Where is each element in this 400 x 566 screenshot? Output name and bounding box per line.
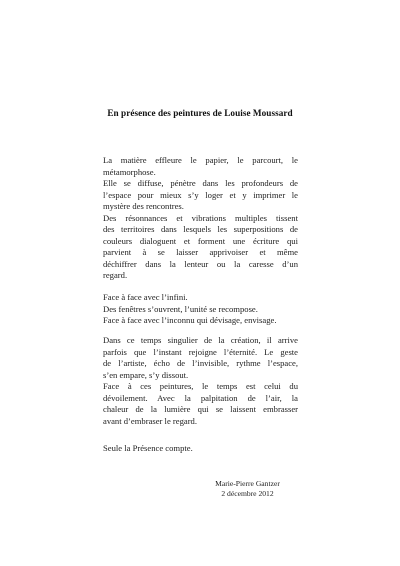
document-title: En présence des peintures de Louise Moussard xyxy=(107,108,293,118)
text-line: La matière effleure le papier, le parcourt, le xyxy=(103,155,298,165)
text-line: couleurs dialoguent et forment une écriture qui xyxy=(103,235,298,246)
text-line: Dans ce temps singulier de la création, il arrive xyxy=(103,335,298,345)
text-line: Face à face avec l’inconnu qui dévisage, envisage. xyxy=(103,315,277,325)
text-line: s’en empare, s’y dissout. xyxy=(103,369,189,380)
signature-author: Marie-Pierre Gantzer xyxy=(215,479,280,488)
paragraph-1 xyxy=(103,155,298,282)
text-line: déchiffrer dans la lenteur ou la caresse d’un xyxy=(103,258,298,269)
text-line: regard. xyxy=(103,270,128,280)
text-line: métamorphose. xyxy=(103,166,156,177)
signature-date: 2 décembre 2012 xyxy=(221,489,274,498)
text-line: parfois que l’instant rejoigne l’éternité. Le geste xyxy=(103,346,298,357)
text-line: l’espace pour mieux s’y loger et y imprimer le xyxy=(103,189,298,200)
paragraph-2 xyxy=(103,292,298,327)
text-line: mystère des rencontres. xyxy=(103,201,184,211)
paragraph-3 xyxy=(103,335,298,427)
text-line: chaleur de la lumière qui se laissent embrasser xyxy=(103,404,298,414)
text-line: Des résonnances et vibrations multiples tissent xyxy=(103,212,298,223)
text-line: avant d’embraser le regard. xyxy=(103,415,198,426)
text-line: des territoires dans lesquels les superpositions de xyxy=(103,224,298,234)
text-line: Elle se diffuse, pénètre dans les profondeurs de xyxy=(103,178,298,188)
text-line: parvient à se laisser apprivoiser et même xyxy=(103,247,298,257)
paragraph-4 xyxy=(103,443,298,455)
text-line: Des fenêtres s’ouvrent, l’unité se recompose. xyxy=(103,303,258,314)
text-line: Seule la Présence compte. xyxy=(103,443,193,453)
signature-block xyxy=(195,479,300,499)
text-line: Face à face avec l’infini. xyxy=(103,292,188,302)
text-line: de l’artiste, écho de l’invisible, rythme l’espace, xyxy=(103,358,298,368)
text-line: Face à ces peintures, le temps est celui du xyxy=(103,381,298,391)
text-line: dévoilement. Avec la palpitation de l’air, la xyxy=(103,392,298,403)
